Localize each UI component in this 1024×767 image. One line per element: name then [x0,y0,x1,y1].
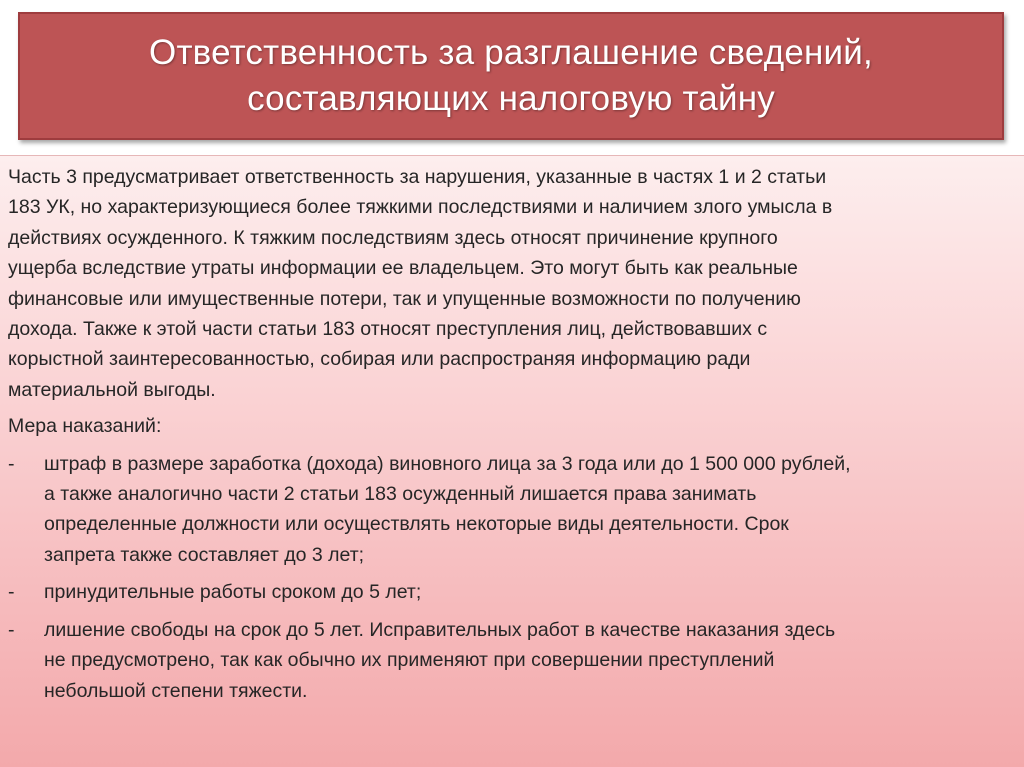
list-item-line: принудительные работы сроком до 5 лет; [44,581,422,604]
list-item-line: не предусмотрено, так как обычно их применяют при совершении преступлений [44,649,775,672]
measures-label: Мера наказаний: [8,415,162,438]
intro-line: ущерба вследствие утраты информации ее владельцем. Это могут быть как реальные [8,257,798,280]
intro-line: финансовые или имущественные потери, так и упущенные возможности по получению [8,287,801,310]
intro-line: Часть 3 предусматривает ответственность за нарушения, указанные в частях 1 и 2 статьи [8,166,827,188]
intro-line: дохода. Также к этой части статьи 183 относят преступления лиц, действовавших с [8,318,768,341]
content-text [8,162,1008,706]
list-item-text [44,449,851,571]
list-item [8,577,1008,607]
list-item-line: а также аналогично части 2 статьи 183 осужденный лишается права занимать [44,483,757,506]
slide-title-line-2: составляющих налоговую тайну [247,79,775,118]
intro-line: действиях осужденного. К тяжким последствиям здесь относят причинение крупного [8,226,778,249]
intro-line: материальной выгоды. [8,378,216,401]
intro-line: 183 УК, но характеризующиеся более тяжкими последствиями и наличием злого умысла в [8,196,833,219]
content-panel [0,155,1024,767]
list-item [8,615,1008,706]
list-item-text [44,615,835,706]
list-marker: - [8,452,15,475]
list-item-line: лишение свободы на срок до 5 лет. Исправительных работ в качестве наказания здесь [44,618,836,641]
list-item-line: определенные должности или осуществлять некоторые виды деятельности. Срок [44,513,789,536]
list-item-text [44,577,421,607]
list-item-line: запрета также составляет до 3 лет; [44,543,365,566]
list-item [8,449,1008,571]
title-banner [18,12,1004,140]
list-item-line: небольшой степени тяжести. [44,679,308,702]
list-marker: - [8,581,15,604]
list-marker: - [8,618,15,641]
slide-title-line-1: Ответственность за разглашение сведений, [149,33,873,72]
intro-paragraph [8,162,1008,405]
list-item-line: штраф в размере заработка (дохода) виновного лица за 3 года или до 1 500 000 рублей, [44,452,851,475]
intro-line: корыстной заинтересованностью, собирая или распространяя информацию ради [8,348,751,371]
